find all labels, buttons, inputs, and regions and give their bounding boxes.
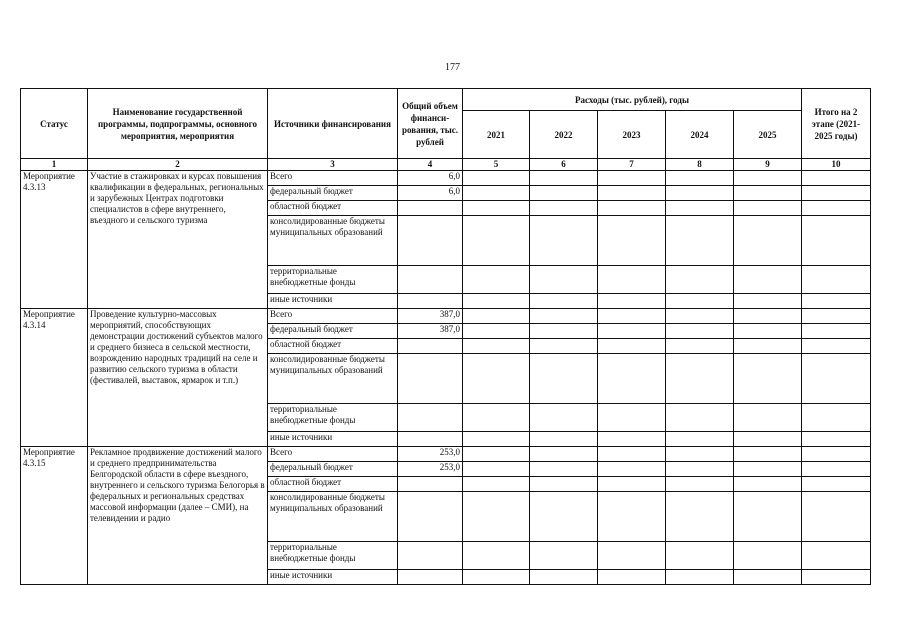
empty-cell [666,309,734,324]
header-year: 2025 [734,111,802,159]
empty-cell [802,477,871,492]
empty-cell [530,294,598,309]
source-label: консолидированные бюджеты муниципальных образований [268,354,398,404]
empty-cell [666,266,734,294]
total-amount [398,294,463,309]
event-name: Проведение культурно-массовых мероприятий, способствующих демонстрации достижений субъектов малого и среднего бизнеса в сельской местности, возрождению народных традиций на селе и развитию сельского туризма в области (фестивалей, выставок, ярмарок и т.п.) [88,309,268,447]
empty-cell [598,447,666,462]
empty-cell [598,324,666,339]
empty-cell [530,542,598,570]
empty-cell [530,432,598,447]
empty-cell [734,186,802,201]
column-numbers-row [21,159,871,171]
empty-cell [598,266,666,294]
empty-cell [734,570,802,585]
column-number: 5 [463,159,530,171]
empty-cell [734,447,802,462]
table-row [21,447,871,462]
total-amount [398,477,463,492]
empty-cell [666,171,734,186]
empty-cell [598,542,666,570]
header-year: 2023 [598,111,666,159]
source-label: Всего [268,171,398,186]
column-number: 7 [598,159,666,171]
source-label: федеральный бюджет [268,324,398,339]
empty-cell [666,186,734,201]
source-label: территориальные внебюджетные фонды [268,266,398,294]
empty-cell [530,309,598,324]
header-year: 2024 [666,111,734,159]
empty-cell [666,462,734,477]
empty-cell [734,171,802,186]
empty-cell [734,492,802,542]
source-label: иные источники [268,432,398,447]
empty-cell [734,266,802,294]
empty-cell [463,447,530,462]
header-sources: Источники финансирования [268,89,398,159]
column-number: 2 [88,159,268,171]
empty-cell [530,186,598,201]
empty-cell [734,404,802,432]
total-amount [398,542,463,570]
empty-cell [463,324,530,339]
empty-cell [734,477,802,492]
table-row [21,171,871,186]
total-amount: 253,0 [398,462,463,477]
source-label: территориальные внебюджетные фонды [268,404,398,432]
empty-cell [598,294,666,309]
empty-cell [463,354,530,404]
empty-cell [463,462,530,477]
empty-cell [530,477,598,492]
empty-cell [734,309,802,324]
empty-cell [802,171,871,186]
empty-cell [734,201,802,216]
empty-cell [802,309,871,324]
empty-cell [666,294,734,309]
empty-cell [802,404,871,432]
empty-cell [802,462,871,477]
empty-cell [598,309,666,324]
empty-cell [463,171,530,186]
empty-cell [802,324,871,339]
empty-cell [666,570,734,585]
empty-cell [598,477,666,492]
empty-cell [734,324,802,339]
empty-cell [463,201,530,216]
empty-cell [463,570,530,585]
empty-cell [802,216,871,266]
empty-cell [530,324,598,339]
empty-cell [802,354,871,404]
empty-cell [598,354,666,404]
total-amount: 6,0 [398,171,463,186]
source-label: консолидированные бюджеты муниципальных образований [268,492,398,542]
empty-cell [666,447,734,462]
empty-cell [802,294,871,309]
source-label: иные источники [268,570,398,585]
header-expenses: Расходы (тыс. рублей), годы [463,89,802,111]
empty-cell [666,324,734,339]
column-number: 6 [530,159,598,171]
empty-cell [802,186,871,201]
empty-cell [530,404,598,432]
column-number: 10 [802,159,871,171]
empty-cell [802,492,871,542]
empty-cell [598,171,666,186]
empty-cell [734,354,802,404]
page-number: 177 [445,62,460,73]
empty-cell [598,186,666,201]
empty-cell [598,404,666,432]
empty-cell [598,216,666,266]
empty-cell [463,542,530,570]
empty-cell [463,492,530,542]
empty-cell [734,542,802,570]
total-amount [398,201,463,216]
total-amount [398,216,463,266]
source-label: областной бюджет [268,339,398,354]
empty-cell [530,570,598,585]
empty-cell [463,404,530,432]
source-label: областной бюджет [268,201,398,216]
source-label: консолидированные бюджеты муниципальных образований [268,216,398,266]
event-status: Мероприятие 4.3.15 [21,447,88,585]
column-number: 3 [268,159,398,171]
event-name: Участие в стажировках и курсах повышения квалификации в федеральных, региональных и зарубежных Центрах подготовки специалистов в сфере внутреннего, въездного и сельского туризма [88,171,268,309]
event-status: Мероприятие 4.3.13 [21,171,88,309]
empty-cell [463,309,530,324]
empty-cell [463,432,530,447]
empty-cell [463,294,530,309]
empty-cell [530,462,598,477]
empty-cell [463,339,530,354]
header-year: 2021 [463,111,530,159]
total-amount: 253,0 [398,447,463,462]
empty-cell [598,201,666,216]
empty-cell [666,201,734,216]
total-amount: 387,0 [398,324,463,339]
empty-cell [666,339,734,354]
header-name: Наименование государственной программы, подпрограммы, основного мероприятия, мероприятия [88,89,268,159]
empty-cell [666,404,734,432]
source-label: федеральный бюджет [268,462,398,477]
total-amount [398,354,463,404]
financing-table [20,88,871,585]
empty-cell [530,266,598,294]
empty-cell [802,542,871,570]
empty-cell [598,570,666,585]
column-number: 4 [398,159,463,171]
empty-cell [734,462,802,477]
empty-cell [802,339,871,354]
empty-cell [463,216,530,266]
empty-cell [802,201,871,216]
empty-cell [666,477,734,492]
column-number: 1 [21,159,88,171]
source-label: Всего [268,309,398,324]
total-amount [398,492,463,542]
header-total: Общий объем финанси-рования, тыс. рублей [398,89,463,159]
empty-cell [666,216,734,266]
empty-cell [530,216,598,266]
header-year: 2022 [530,111,598,159]
empty-cell [734,216,802,266]
empty-cell [530,339,598,354]
empty-cell [598,339,666,354]
empty-cell [463,477,530,492]
total-amount [398,404,463,432]
total-amount: 387,0 [398,309,463,324]
empty-cell [666,542,734,570]
empty-cell [802,432,871,447]
total-amount [398,570,463,585]
event-name: Рекламное продвижение достижений малого и среднего предпринимательства Белгородской области в сфере въездного, внутреннего и сельского туризма Белогорья в федеральных и региональных средствах массовой информации (далее – СМИ), на телевидении и радио [88,447,268,585]
empty-cell [598,462,666,477]
empty-cell [734,339,802,354]
source-label: Всего [268,447,398,462]
empty-cell [530,201,598,216]
column-number: 8 [666,159,734,171]
header-status: Статус [21,89,88,159]
empty-cell [598,492,666,542]
table-row [21,309,871,324]
total-amount [398,266,463,294]
source-label: иные источники [268,294,398,309]
empty-cell [530,492,598,542]
empty-cell [463,186,530,201]
empty-cell [463,266,530,294]
source-label: федеральный бюджет [268,186,398,201]
empty-cell [666,354,734,404]
empty-cell [530,447,598,462]
empty-cell [802,570,871,585]
event-status: Мероприятие 4.3.14 [21,309,88,447]
empty-cell [666,432,734,447]
empty-cell [598,432,666,447]
empty-cell [734,432,802,447]
empty-cell [802,447,871,462]
header-stage-total: Итого на 2 этапе (2021-2025 годы) [802,89,871,159]
empty-cell [666,492,734,542]
empty-cell [734,294,802,309]
total-amount [398,339,463,354]
empty-cell [802,266,871,294]
empty-cell [530,354,598,404]
total-amount [398,432,463,447]
total-amount: 6,0 [398,186,463,201]
source-label: территориальные внебюджетные фонды [268,542,398,570]
empty-cell [530,171,598,186]
source-label: областной бюджет [268,477,398,492]
column-number: 9 [734,159,802,171]
